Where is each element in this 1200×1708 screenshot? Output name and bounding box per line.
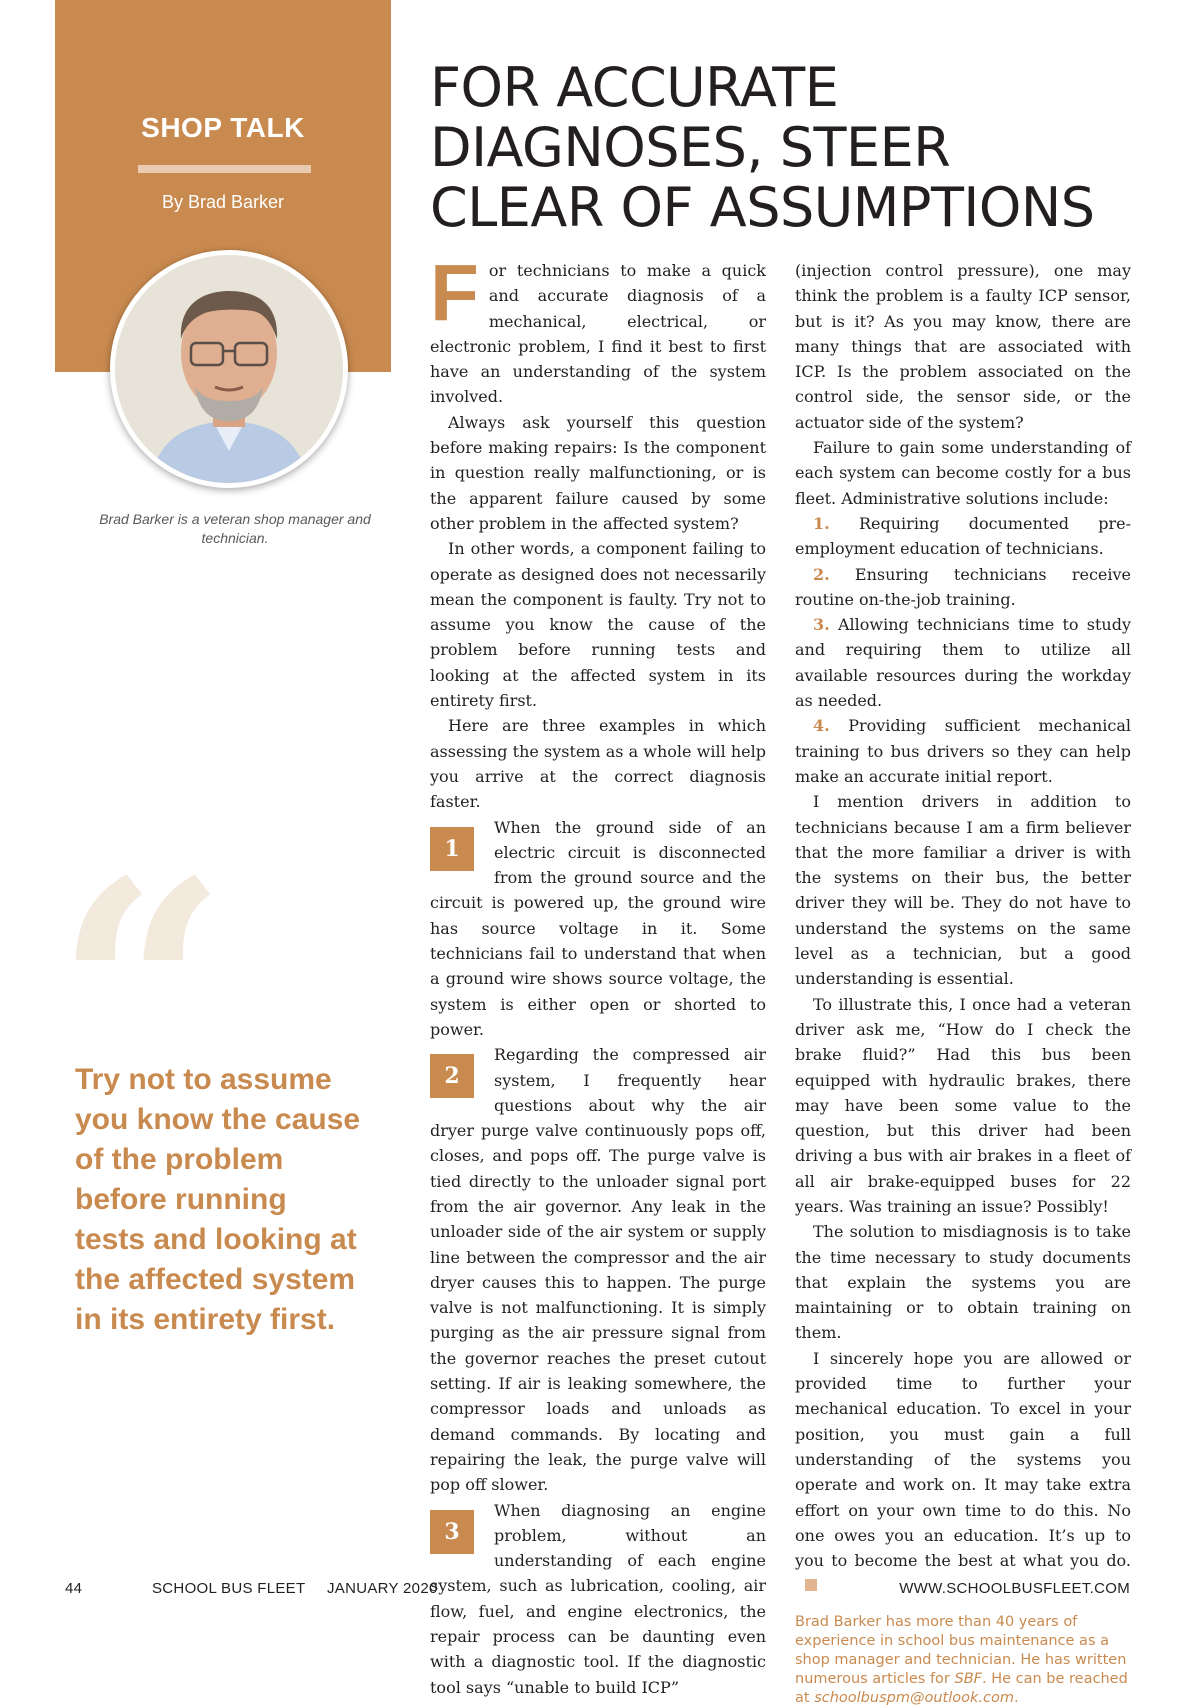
paragraph	[795, 1346, 1131, 1599]
paragraph: The solution to misdiagnosis is to take the time necessary to study documents that explain the systems you are maintaining or to obtain training on them.	[795, 1222, 1131, 1343]
footer-website: WWW.SCHOOLBUSFLEET.COM	[899, 1580, 1130, 1597]
example-number-badge: 2	[430, 1054, 474, 1098]
example-number-badge: 3	[430, 1510, 474, 1554]
solution-text: Ensuring technicians receive routine on-the-job training.	[795, 564, 1131, 609]
paragraph: I mention drivers in addition to technicians because I am a firm believer that the more familiar a driver is with the systems on their bus, the better driver they will be. They do not have to understand the systems on the same level as a technician, but a good understanding is essential.	[795, 792, 1131, 989]
headline-line: DIAGNOSES, STEER	[430, 116, 951, 179]
paragraph: In other words, a component failing to operate as designed does not necessarily mean the component is faulty. Try not to assume you know the cause of the problem before running tests and looking at the affected system in its entirety first.	[430, 539, 766, 711]
paragraph-text: I sincerely hope you are allowed or provided time to further your mechanical education. To excel in your position, you must gain a full understanding of the systems you operate and work on. It may take extra effort on your own time to do this. No one owes you an education. It’s up to you to become the best at what you do.	[795, 1348, 1131, 1571]
solution-item	[795, 562, 1131, 613]
example-item	[430, 1498, 766, 1700]
paragraph: Failure to gain some understanding of each system can become costly for a bus fleet. Administrative solutions include:	[795, 438, 1131, 508]
author-portrait-illustration	[115, 255, 343, 483]
solution-number: 3.	[813, 615, 830, 635]
author-byline: By Brad Barker	[161, 192, 285, 212]
example-text: When diagnosing an engine problem, without an understanding of each engine system, such as lubrication, cooling, air flow, fuel, and engine electronics, the repair process can be daunting even with a diagnostic tool. If the diagnostic tool says “unable to build ICP”	[430, 1500, 766, 1697]
solution-number: 2.	[813, 564, 830, 584]
bio-magazine: SBF	[954, 1670, 982, 1687]
paragraph: Always ask yourself this question before making repairs: Is the component in question really malfunctioning, or is the apparent failure caused by some other problem in the affected system?	[430, 412, 766, 533]
article-column-1	[430, 248, 766, 1700]
example-text: Regarding the compressed air system, I frequently hear questions about why the air dryer purge valve continuously pops off, closes, and pops off. The purge valve is tied directly to the unloader signal port from the air governor. Any leak in the unloader side of the air system or supply line between the compressor and the air dryer causes this to happen. The purge valve is not malfunctioning. It is simply purging as the air pressure signal from the governor reaches the preset cutout setting. If air is leaking somewhere, the compressor loads and unloads as demand commands. By locating and repairing the leak, the purge valve will pop off slower.	[430, 1045, 766, 1495]
author-bio	[795, 1613, 1131, 1708]
svg-text:“	[55, 872, 228, 1042]
solution-item	[795, 511, 1131, 562]
author-photo	[110, 250, 348, 488]
solution-text: Providing sufficient mechanical training to bus drivers so they can help make an accurate initial report.	[795, 716, 1132, 786]
footer-magazine-name: SCHOOL BUS FLEET	[152, 1580, 306, 1597]
photo-caption: Brad Barker is a veteran shop manager and technician.	[99, 511, 371, 546]
example-number-badge: 1	[430, 827, 474, 871]
article-column-2	[795, 258, 1131, 1708]
solution-number: 1.	[813, 513, 830, 533]
paragraph: Here are three examples in which assessing the system as a whole will help you arrive at the correct diagnosis faster.	[430, 716, 766, 812]
paragraph	[430, 248, 766, 410]
drop-cap: F	[430, 248, 479, 337]
pull-quote: Try not to assume you know the cause of the problem before running tests and looking at the affected system in its entirety first.	[75, 1063, 361, 1336]
section-label-divider	[138, 165, 311, 173]
bio-text: . He can be reached at	[795, 1670, 1128, 1706]
headline-line: CLEAR OF ASSUMPTIONS	[430, 176, 1095, 239]
page-number: 44	[65, 1580, 83, 1597]
paragraph: (injection control pressure), one may think the problem is a faulty ICP sensor, but is it? As you may know, there are many things that are associated with ICP. Is the problem associated on the control side, the sensor side, or the actuator side of the system?	[795, 261, 1131, 432]
example-item	[430, 1042, 766, 1497]
example-text: When the ground side of an electric circuit is disconnected from the ground source and the circuit is powered up, the ground wire has source voltage in it. Some technicians fail to understand that when a ground wire shows source voltage, the system is either open or shorted to power.	[430, 817, 766, 1039]
solution-text: Allowing technicians time to study and requiring them to utilize all available resources during the workday as needed.	[795, 615, 1131, 711]
solution-item	[795, 713, 1131, 789]
paragraph-text: or technicians to make a quick and accurate diagnosis of a mechanical, electrical, or electronic problem, I find it best to first have an understanding of the system involved.	[430, 261, 766, 407]
headline-line: FOR ACCURATE	[430, 56, 839, 119]
paragraph: To illustrate this, I once had a veteran driver ask me, “How do I check the brake fluid?” Had this bus been equipped with hydraulic brakes, there may have been some value to the question, but this driver had been driving a bus with air brakes in a fleet of all air brake-equipped buses for 22 years. Was training an issue? Possibly!	[795, 994, 1131, 1216]
author-email: schoolbuspm@outlook.com	[814, 1689, 1014, 1706]
bio-text: Brad Barker has more than 40 years of experience in school bus maintenance as a shop manager and technician. He has written numerous articles for	[795, 1613, 1127, 1687]
section-label: SHOP TALK	[141, 112, 305, 143]
bio-text: .	[1013, 1689, 1019, 1706]
solution-item	[795, 612, 1131, 713]
quote-mark-icon	[55, 872, 255, 1042]
footer-issue-date: JANUARY 2020	[327, 1580, 438, 1597]
example-item	[430, 815, 766, 1043]
solution-text: Requiring documented pre-employment education of technicians.	[795, 513, 1132, 559]
solution-number: 4.	[813, 716, 830, 736]
end-of-article-mark	[805, 1579, 817, 1591]
article-headline	[430, 58, 1170, 238]
